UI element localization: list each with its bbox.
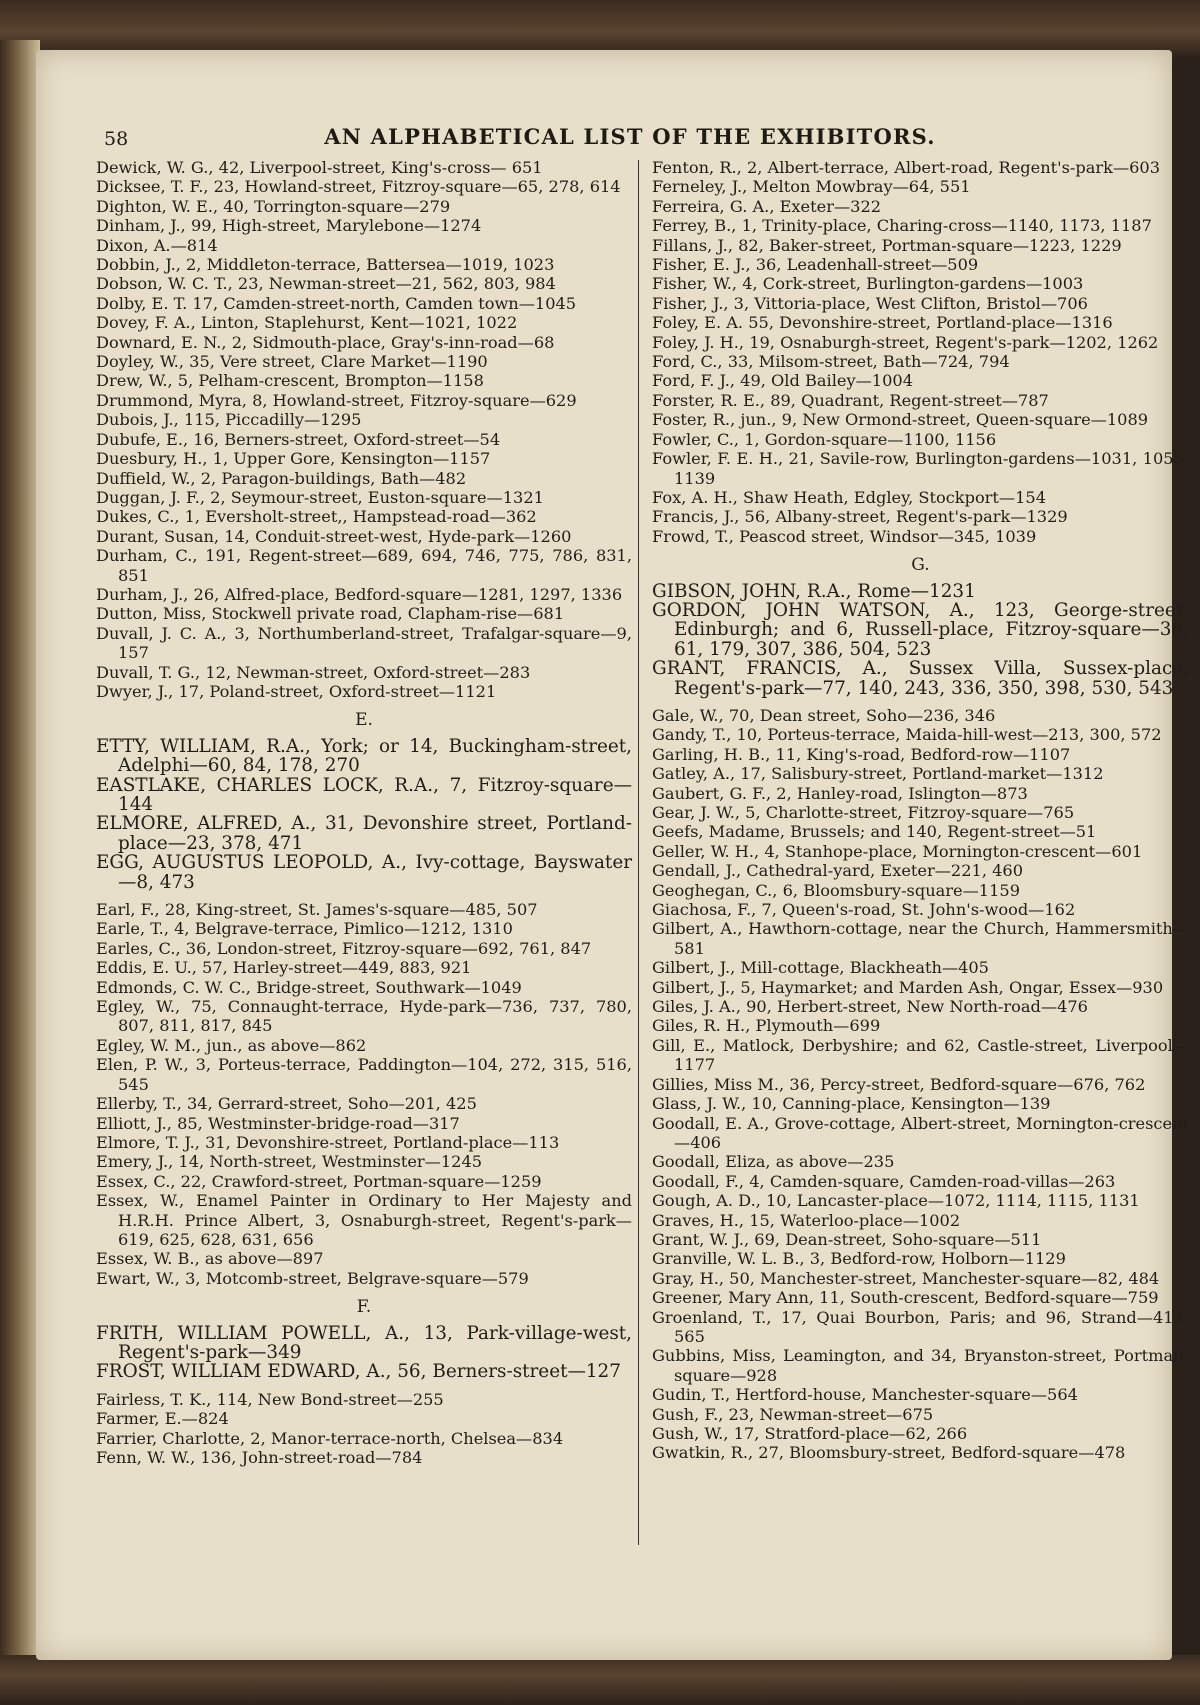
exhibitor-entry: Elen, P. W., 3, Porteus-terrace, Paddington—104, 272, 315, 516, 545 xyxy=(96,1055,632,1094)
exhibitor-entry: Edmonds, C. W. C., Bridge-street, Southwark—1049 xyxy=(96,977,522,997)
academician-entry: ETTY, WILLIAM, R.A., York; or 14, Buckingham-street, Adelphi—60, 84, 178, 270 xyxy=(96,735,632,777)
section-letter: F. xyxy=(356,1297,372,1318)
exhibitor-entry: Dukes, C., 1, Eversholt-street,, Hampstead-road—362 xyxy=(96,507,537,527)
left-column xyxy=(96,158,632,1467)
exhibitor-entry: Ferrey, B., 1, Trinity-place, Charing-cross—1140, 1173, 1187 xyxy=(652,216,1152,236)
exhibitor-entry: Foster, R., jun., 9, New Ormond-street, Queen-square—1089 xyxy=(652,410,1149,430)
exhibitor-entry: Geefs, Madame, Brussels; and 140, Regent-street—51 xyxy=(652,822,1097,842)
exhibitor-entry: Fisher, W., 4, Cork-street, Burlington-gardens—1003 xyxy=(652,274,1084,294)
academician-entry: FRITH, WILLIAM POWELL, A., 13, Park-village-west, Regent's-park—349 xyxy=(96,1322,632,1363)
exhibitor-entry: Essex, W., Enamel Painter in Ordinary to Her Majesty and H.R.H. Prince Albert, 3, Osnaburgh-street, Regent's-park—619, 625, 628, 631, 656 xyxy=(96,1191,632,1249)
academician-entry: GORDON, JOHN WATSON, A., 123, George-street, Edinburgh; and 6, Russell-place, Fitzroy-square—36, 61, 179, 307, 386, 504, 523 xyxy=(652,599,1189,660)
exhibitor-entry: Dighton, W. E., 40, Torrington-square—279 xyxy=(96,196,451,216)
column-rule xyxy=(638,160,639,1545)
exhibitor-entry: Dolby, E. T. 17, Camden-street-north, Camden town—1045 xyxy=(96,293,577,313)
exhibitor-entry: Farmer, E.—824 xyxy=(96,1409,229,1429)
exhibitor-entry: Dewick, W. G., 42, Liverpool-street, King's-cross— 651 xyxy=(96,158,543,177)
exhibitor-entry: Gendall, J., Cathedral-yard, Exeter—221, 460 xyxy=(652,861,1024,881)
academician-entry: ELMORE, ALFRED, A., 31, Devonshire street, Portland-place—23, 378, 471 xyxy=(96,813,632,854)
exhibitor-entry: Earl, F., 28, King-street, St. James's-square—485, 507 xyxy=(96,900,538,920)
exhibitor-entry: Gilbert, A., Hawthorn-cottage, near the Church, Hammersmith—581 xyxy=(652,919,1189,958)
exhibitor-entry: Fisher, J., 3, Vittoria-place, West Clifton, Bristol—706 xyxy=(652,293,1088,313)
exhibitor-entry: Dovey, F. A., Linton, Staplehurst, Kent—1021, 1022 xyxy=(96,313,518,333)
exhibitor-entry: Foley, E. A. 55, Devonshire-street, Portland-place—1316 xyxy=(652,313,1113,333)
exhibitor-entry: Duesbury, H., 1, Upper Gore, Kensington—1157 xyxy=(96,449,491,469)
exhibitor-entry: Gough, A. D., 10, Lancaster-place—1072, 1114, 1115, 1131 xyxy=(652,1191,1140,1211)
exhibitor-entry: Gush, F., 23, Newman-street—675 xyxy=(652,1404,934,1424)
exhibitor-entry: Fenn, W. W., 136, John-street-road—784 xyxy=(96,1448,423,1467)
exhibitor-entry: Doyley, W., 35, Vere street, Clare Market—1190 xyxy=(96,352,488,372)
exhibitor-entry: Graves, H., 15, Waterloo-place—1002 xyxy=(652,1210,961,1230)
exhibitor-entry: Foley, J. H., 19, Osnaburgh-street, Regent's-park—1202, 1262 xyxy=(652,332,1159,352)
exhibitor-entry: Fisher, E. J., 36, Leadenhall-street—509 xyxy=(652,255,979,275)
exhibitor-entry: Farrier, Charlotte, 2, Manor-terrace-north, Chelsea—834 xyxy=(96,1428,564,1448)
exhibitor-entry: Durham, C., 191, Regent-street—689, 694, 746, 775, 786, 831, 851 xyxy=(96,546,632,585)
running-head: AN ALPHABETICAL LIST OF THE EXHIBITORS. xyxy=(324,124,936,149)
exhibitor-entry: Groenland, T., 17, Quai Bourbon, Paris; and 96, Strand—412, 565 xyxy=(652,1307,1189,1346)
section-letter: G. xyxy=(911,555,930,576)
exhibitor-entry: Geoghegan, C., 6, Bloomsbury-square—1159 xyxy=(652,880,1020,900)
academician-entry: GRANT, FRANCIS, A., Sussex Villa, Sussex-place, Regent's-park—77, 140, 243, 336, 350, 398, 530, 543 xyxy=(652,658,1189,699)
academician-entry: FROST, WILLIAM EDWARD, A., 56, Berners-street—127 xyxy=(96,1361,621,1383)
section-gap xyxy=(96,892,632,900)
exhibitor-entry: Garling, H. B., 11, King's-road, Bedford-row—1107 xyxy=(652,744,1071,764)
exhibitor-entry: Giles, J. A., 90, Herbert-street, New North-road—476 xyxy=(652,997,1088,1017)
exhibitor-entry: Duggan, J. F., 2, Seymour-street, Euston-square—1321 xyxy=(96,487,544,507)
exhibitor-entry: Dinham, J., 99, High-street, Marylebone—1274 xyxy=(96,216,482,236)
exhibitor-entry: Goodall, F., 4, Camden-square, Camden-road-villas—263 xyxy=(652,1171,1116,1191)
exhibitor-entry: Fillans, J., 82, Baker-street, Portman-square—1223, 1229 xyxy=(652,235,1122,255)
exhibitor-entry: Emery, J., 14, North-street, Westminster—1245 xyxy=(96,1152,483,1172)
exhibitor-entry: Fox, A. H., Shaw Heath, Edgley, Stockport—154 xyxy=(652,487,1047,507)
exhibitor-entry: Dobbin, J., 2, Middleton-terrace, Battersea—1019, 1023 xyxy=(96,255,555,275)
academician-entry: GIBSON, JOHN, R.A., Rome—1231 xyxy=(652,580,976,602)
exhibitor-entry: Elmore, T. J., 31, Devonshire-street, Portland-place—113 xyxy=(96,1132,560,1152)
exhibitor-entry: Goodall, E. A., Grove-cottage, Albert-street, Mornington-crescent—406 xyxy=(652,1113,1189,1152)
exhibitor-entry: Goodall, Eliza, as above—235 xyxy=(652,1152,895,1172)
exhibitor-entry: Egley, W. M., jun., as above—862 xyxy=(96,1035,367,1055)
right-column xyxy=(652,158,1189,1463)
section-letter: E. xyxy=(355,710,373,731)
exhibitor-entry: Eddis, E. U., 57, Harley-street—449, 883, 921 xyxy=(96,958,472,978)
exhibitor-entry: Granville, W. L. B., 3, Bedford-row, Holborn—1129 xyxy=(652,1249,1066,1269)
exhibitor-entry: Elliott, J., 85, Westminster-bridge-road—317 xyxy=(96,1113,460,1133)
exhibitor-entry: Gaubert, G. F., 2, Hanley-road, Islington—873 xyxy=(652,783,1028,803)
exhibitor-entry: Dobson, W. C. T., 23, Newman-street—21, 562, 803, 984 xyxy=(96,274,556,294)
exhibitor-entry: Gilbert, J., Mill-cottage, Blackheath—405 xyxy=(652,958,989,978)
page-number: 58 xyxy=(104,128,129,150)
exhibitor-entry: Dixon, A.—814 xyxy=(96,235,218,255)
exhibitor-entry: Ford, C., 33, Milsom-street, Bath—724, 794 xyxy=(652,352,1010,372)
exhibitor-entry: Ford, F. J., 49, Old Bailey—1004 xyxy=(652,371,914,391)
exhibitor-entry: Ellerby, T., 34, Gerrard-street, Soho—201, 425 xyxy=(96,1094,477,1114)
academician-entry: EGG, AUGUSTUS LEOPOLD, A., Ivy-cottage, Bayswater—8, 473 xyxy=(96,852,632,893)
exhibitor-entry: Fowler, C., 1, Gordon-square—1100, 1156 xyxy=(652,429,997,449)
exhibitor-entry: Gillies, Miss M., 36, Percy-street, Bedford-square—676, 762 xyxy=(652,1074,1146,1094)
exhibitor-entry: Fairless, T. K., 114, New Bond-street—255 xyxy=(96,1389,444,1409)
exhibitor-entry: Gear, J. W., 5, Charlotte-street, Fitzroy-square—765 xyxy=(652,803,1075,822)
exhibitor-entry: Gandy, T., 10, Porteus-terrace, Maida-hill-west—213, 300, 572 xyxy=(652,725,1162,745)
exhibitor-entry: Dutton, Miss, Stockwell private road, Clapham-rise—681 xyxy=(96,604,565,624)
academician-entry: EASTLAKE, CHARLES LOCK, R.A., 7, Fitzroy-square—144 xyxy=(96,774,632,815)
section-gap xyxy=(652,698,1189,706)
exhibitor-entry: Earles, C., 36, London-street, Fitzroy-square—692, 761, 847 xyxy=(96,938,592,958)
book-binding-bottom xyxy=(0,1655,1200,1705)
exhibitor-entry: Fowler, F. E. H., 21, Savile-row, Burlington-gardens—1031, 1055, 1139 xyxy=(652,449,1189,488)
exhibitor-entry: Essex, W. B., as above—897 xyxy=(96,1249,324,1269)
exhibitor-entry: Gale, W., 70, Dean street, Soho—236, 346 xyxy=(652,705,996,725)
exhibitor-entry: Fenton, R., 2, Albert-terrace, Albert-road, Regent's-park—603 xyxy=(652,158,1161,177)
exhibitor-entry: Drew, W., 5, Pelham-crescent, Brompton—1158 xyxy=(96,371,484,391)
exhibitor-entry: Giachosa, F., 7, Queen's-road, St. John's-wood—162 xyxy=(652,900,1076,920)
exhibitor-entry: Duvall, J. C. A., 3, Northumberland-street, Trafalgar-square—9, 157 xyxy=(96,623,632,663)
exhibitor-entry: Glass, J. W., 10, Canning-place, Kensington—139 xyxy=(652,1094,1051,1114)
exhibitor-entry: Francis, J., 56, Albany-street, Regent's-park—1329 xyxy=(652,507,1068,527)
exhibitor-entry: Geller, W. H., 4, Stanhope-place, Mornington-crescent—601 xyxy=(652,841,1143,861)
exhibitor-entry: Gatley, A., 17, Salisbury-street, Portland-market—1312 xyxy=(652,764,1104,784)
exhibitor-entry: Gudin, T., Hertford-house, Manchester-square—564 xyxy=(652,1385,1078,1405)
exhibitor-entry: Duvall, T. G., 12, Newman-street, Oxford-street—283 xyxy=(96,662,531,682)
exhibitor-entry: Durant, Susan, 14, Conduit-street-west, Hyde-park—1260 xyxy=(96,526,572,546)
exhibitor-entry: Giles, R. H., Plymouth—699 xyxy=(652,1016,881,1036)
exhibitor-entry: Dicksee, T. F., 23, Howland-street, Fitzroy-square—65, 278, 614 xyxy=(96,177,621,197)
section-gap xyxy=(96,1382,632,1390)
exhibitor-entry: Gush, W., 17, Stratford-place—62, 266 xyxy=(652,1424,968,1443)
exhibitor-entry: Dubufe, E., 16, Berners-street, Oxford-street—54 xyxy=(96,429,501,449)
exhibitor-entry: Gwatkin, R., 27, Bloomsbury-street, Bedford-square—478 xyxy=(652,1443,1126,1463)
exhibitor-entry: Gill, E., Matlock, Derbyshire; and 62, Castle-street, Liverpool—1177 xyxy=(652,1035,1189,1075)
exhibitor-entry: Gray, H., 50, Manchester-street, Manchester-square—82, 484 xyxy=(652,1268,1160,1288)
exhibitor-entry: Essex, C., 22, Crawford-street, Portman-square—1259 xyxy=(96,1171,542,1191)
exhibitor-entry: Durham, J., 26, Alfred-place, Bedford-square—1281, 1297, 1336 xyxy=(96,584,623,604)
book-spine xyxy=(0,40,40,1670)
exhibitor-entry: Forster, R. E., 89, Quadrant, Regent-street—787 xyxy=(652,390,1049,410)
exhibitor-entry: Earle, T., 4, Belgrave-terrace, Pimlico—1212, 1310 xyxy=(96,919,513,939)
exhibitor-entry: Gilbert, J., 5, Haymarket; and Marden Ash, Ongar, Essex—930 xyxy=(652,977,1164,997)
exhibitor-entry: Dubois, J., 115, Piccadilly—1295 xyxy=(96,410,362,430)
exhibitor-entry: Egley, W., 75, Connaught-terrace, Hyde-park—736, 737, 780, 807, 811, 817, 845 xyxy=(96,997,632,1036)
exhibitor-entry: Drummond, Myra, 8, Howland-street, Fitzroy-square—629 xyxy=(96,390,577,410)
exhibitor-entry: Ferreira, G. A., Exeter—322 xyxy=(652,196,882,216)
exhibitor-entry: Greener, Mary Ann, 11, South-crescent, Bedford-square—759 xyxy=(652,1288,1159,1308)
exhibitor-entry: Dwyer, J., 17, Poland-street, Oxford-street—1121 xyxy=(96,681,497,701)
exhibitor-entry: Ewart, W., 3, Motcomb-street, Belgrave-square—579 xyxy=(96,1268,529,1288)
exhibitor-entry: Grant, W. J., 69, Dean-street, Soho-square—511 xyxy=(652,1229,1042,1249)
exhibitor-entry: Duffield, W., 2, Paragon-buildings, Bath—482 xyxy=(96,468,467,488)
exhibitor-entry: Ferneley, J., Melton Mowbray—64, 551 xyxy=(652,177,971,197)
exhibitor-entry: Downard, E. N., 2, Sidmouth-place, Gray's-inn-road—68 xyxy=(96,332,555,352)
exhibitor-entry: Gubbins, Miss, Leamington, and 34, Bryanston-street, Portman-square—928 xyxy=(652,1346,1189,1385)
exhibitor-entry: Frowd, T., Peascod street, Windsor—345, 1039 xyxy=(652,526,1037,546)
